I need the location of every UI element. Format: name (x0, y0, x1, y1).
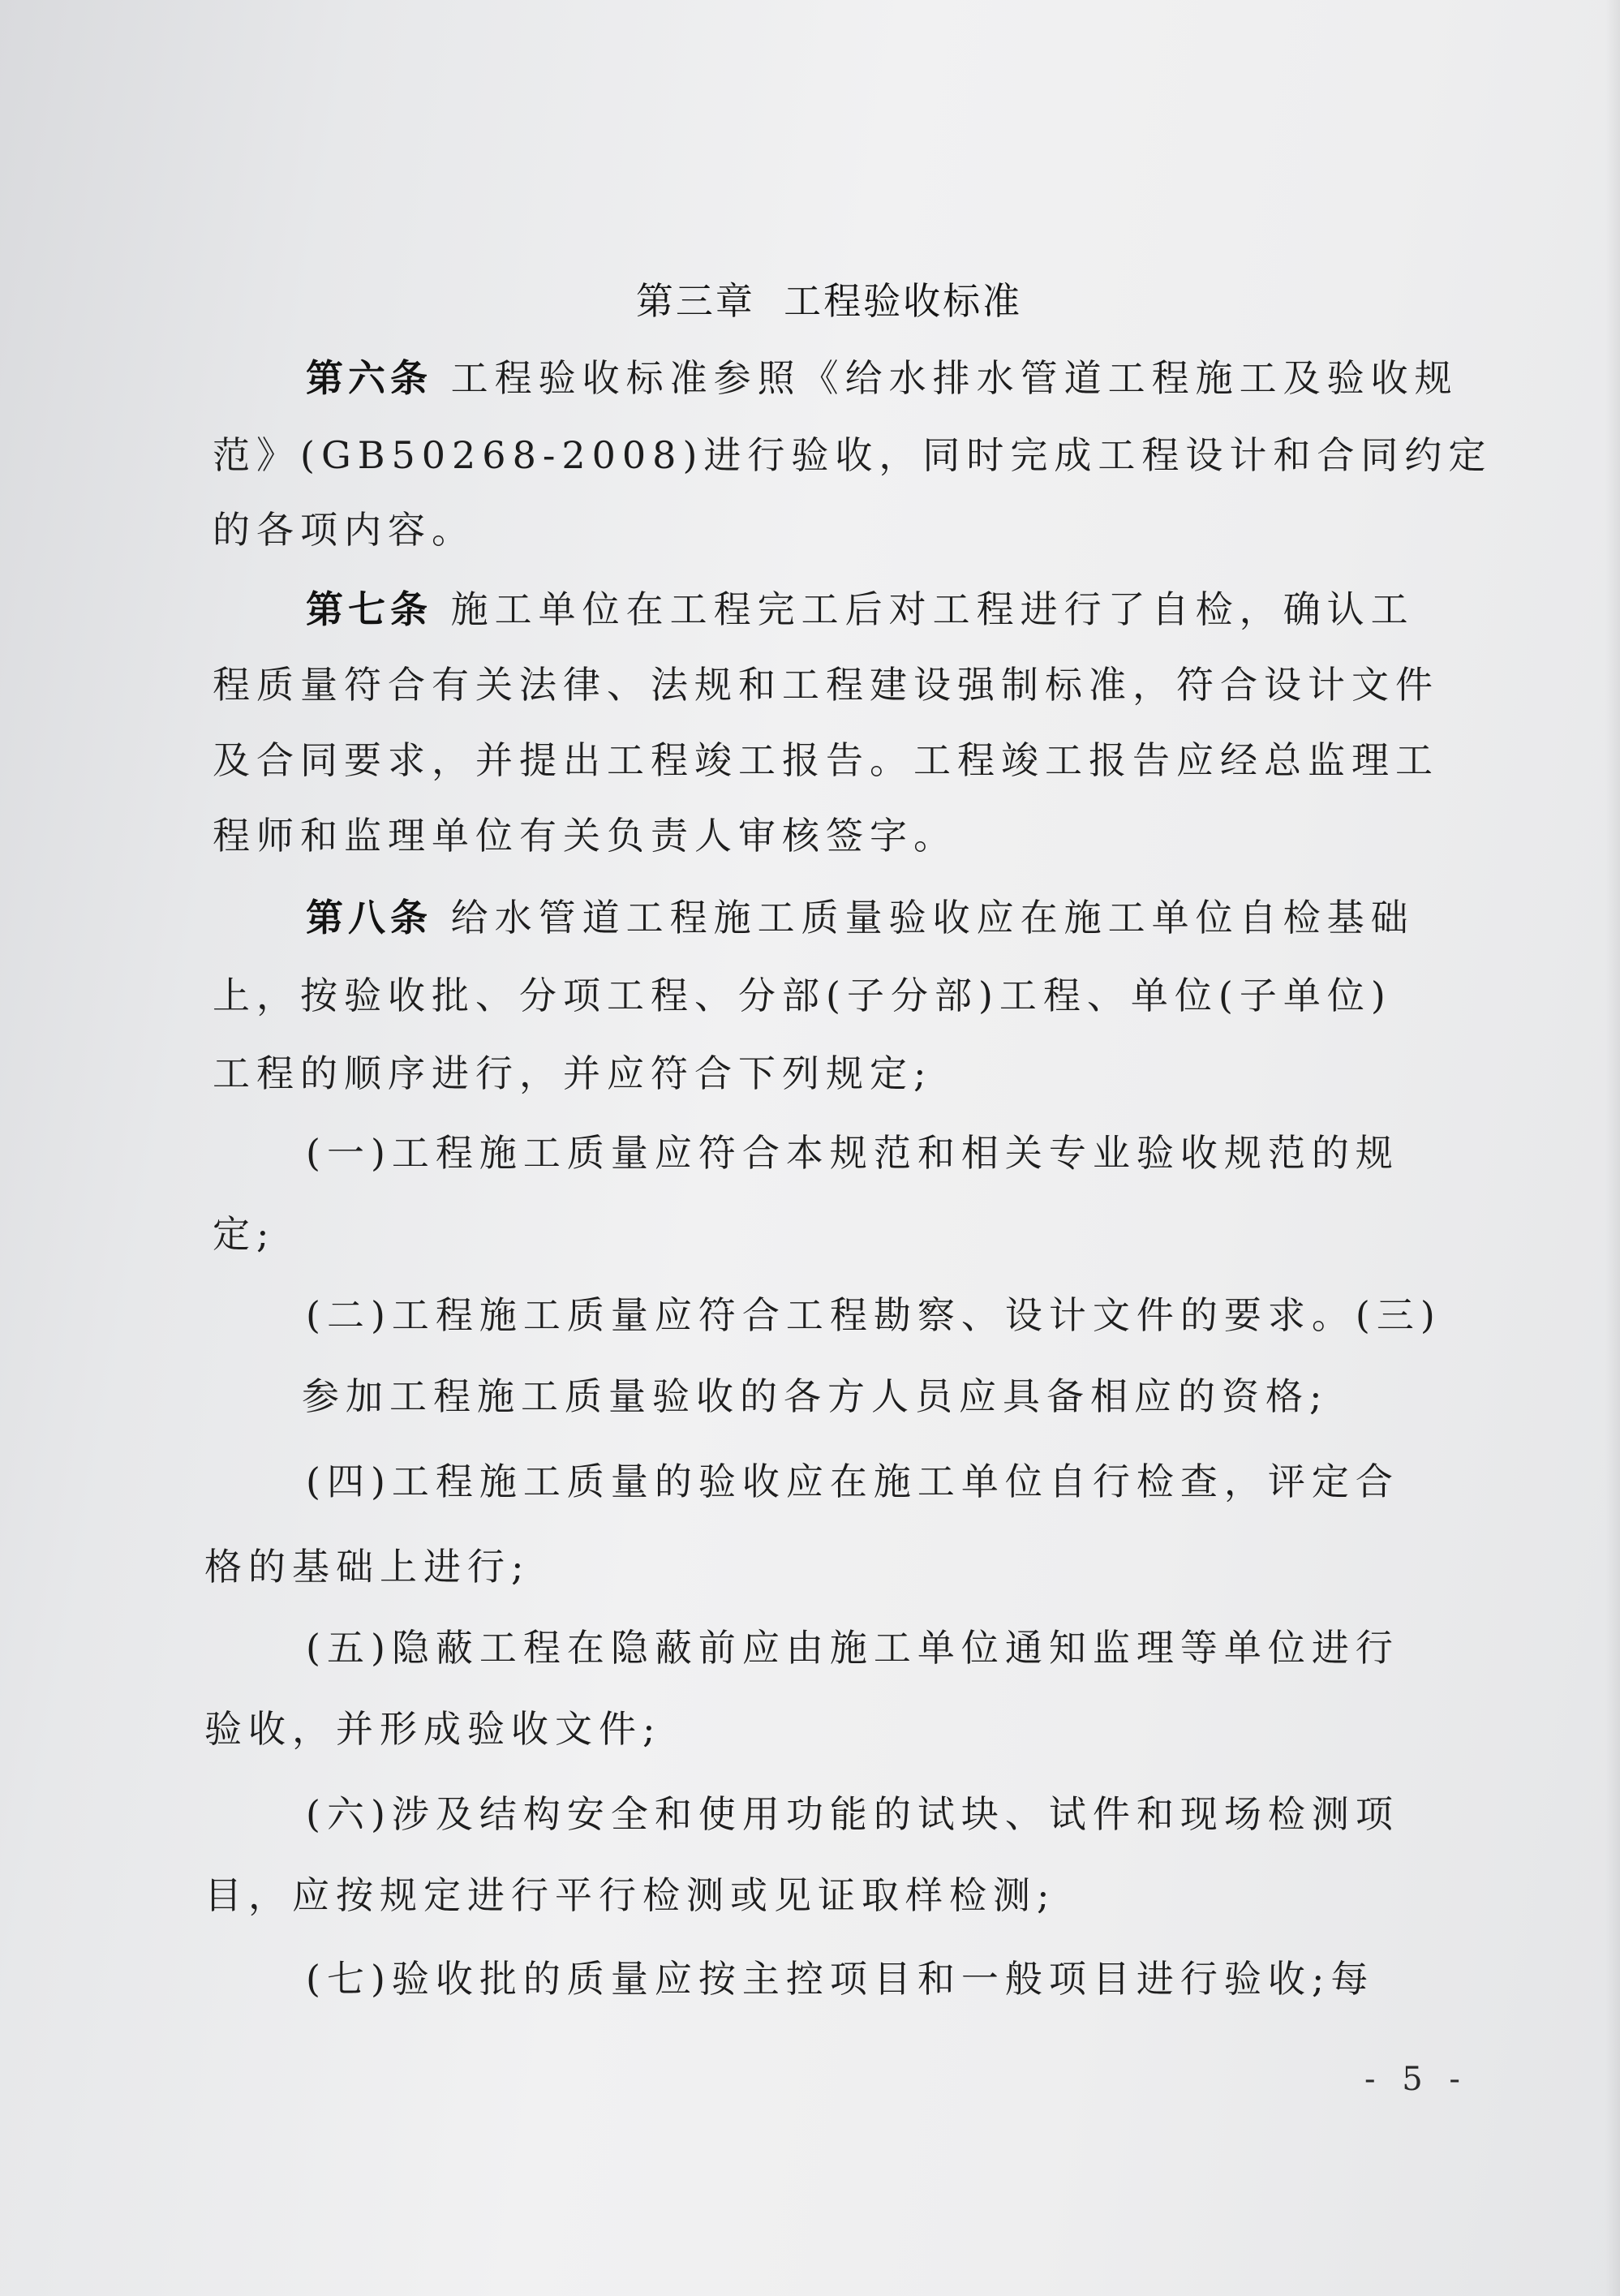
article-7-line: 及合同要求，并提出工程竣工报告。工程竣工报告应经总监理工 (213, 738, 1439, 782)
item-line: (四)工程施工质量的验收应在施工单位自行检查，评定合 (306, 1460, 1399, 1503)
article-7-first-line (306, 580, 1415, 634)
chapter-title: 第三章 工程验收标准 (635, 279, 1023, 323)
article-6-line: 范》(GB50268-2008)进行验收，同时完成工程设计和合同约定 (213, 433, 1493, 477)
article-7-line: 程质量符合有关法律、法规和工程建设强制标准，符合设计文件 (213, 663, 1439, 707)
item-line: (七)验收批的质量应按主控项目和一般项目进行验收;每 (306, 1957, 1375, 2001)
item-line: 验收，并形成验收文件; (204, 1707, 662, 1751)
article-8-text: 给水管道工程施工质量验收应在施工单位自检基础 (450, 896, 1415, 939)
page-number: - 5 - (1364, 2061, 1468, 2098)
item-line: 格的基础上进行; (204, 1545, 531, 1589)
article-8-line: 上，按验收批、分项工程、分部(子分部)工程、单位(子单位) (213, 974, 1392, 1017)
article-7-label: 第七条 (306, 587, 432, 631)
item-line: (五)隐蔽工程在隐蔽前应由施工单位通知监理等单位进行 (306, 1626, 1399, 1670)
item-line: (六)涉及结构安全和使用功能的试块、试件和现场检测项 (306, 1792, 1399, 1836)
page-shadow-edge (1605, 0, 1620, 2296)
item-line: (一)工程施工质量应符合本规范和相关专业验收规范的规 (306, 1131, 1399, 1175)
article-6-line: 的各项内容。 (213, 508, 475, 552)
article-6-first-line (306, 349, 1459, 402)
article-6-text: 工程验收标准参照《给水排水管道工程施工及验收规 (450, 356, 1459, 400)
article-8-first-line (306, 888, 1415, 942)
article-7-text: 施工单位在工程完工后对工程进行了自检，确认工 (450, 587, 1415, 631)
item-line: (二)工程施工质量应符合工程勘察、设计文件的要求。(三) (306, 1293, 1442, 1337)
article-8-label: 第八条 (306, 896, 432, 939)
item-line: 目，应按规定进行平行检测或见证取样检测; (204, 1873, 1056, 1917)
item-line: 参加工程施工质量验收的各方人员应具备相应的资格; (302, 1374, 1329, 1418)
article-8-line: 工程的顺序进行，并应符合下列规定; (213, 1051, 933, 1095)
article-7-line: 程师和监理单位有关负责人审核签字。 (213, 814, 957, 858)
article-6-label: 第六条 (306, 356, 432, 400)
item-line: 定; (213, 1212, 276, 1256)
